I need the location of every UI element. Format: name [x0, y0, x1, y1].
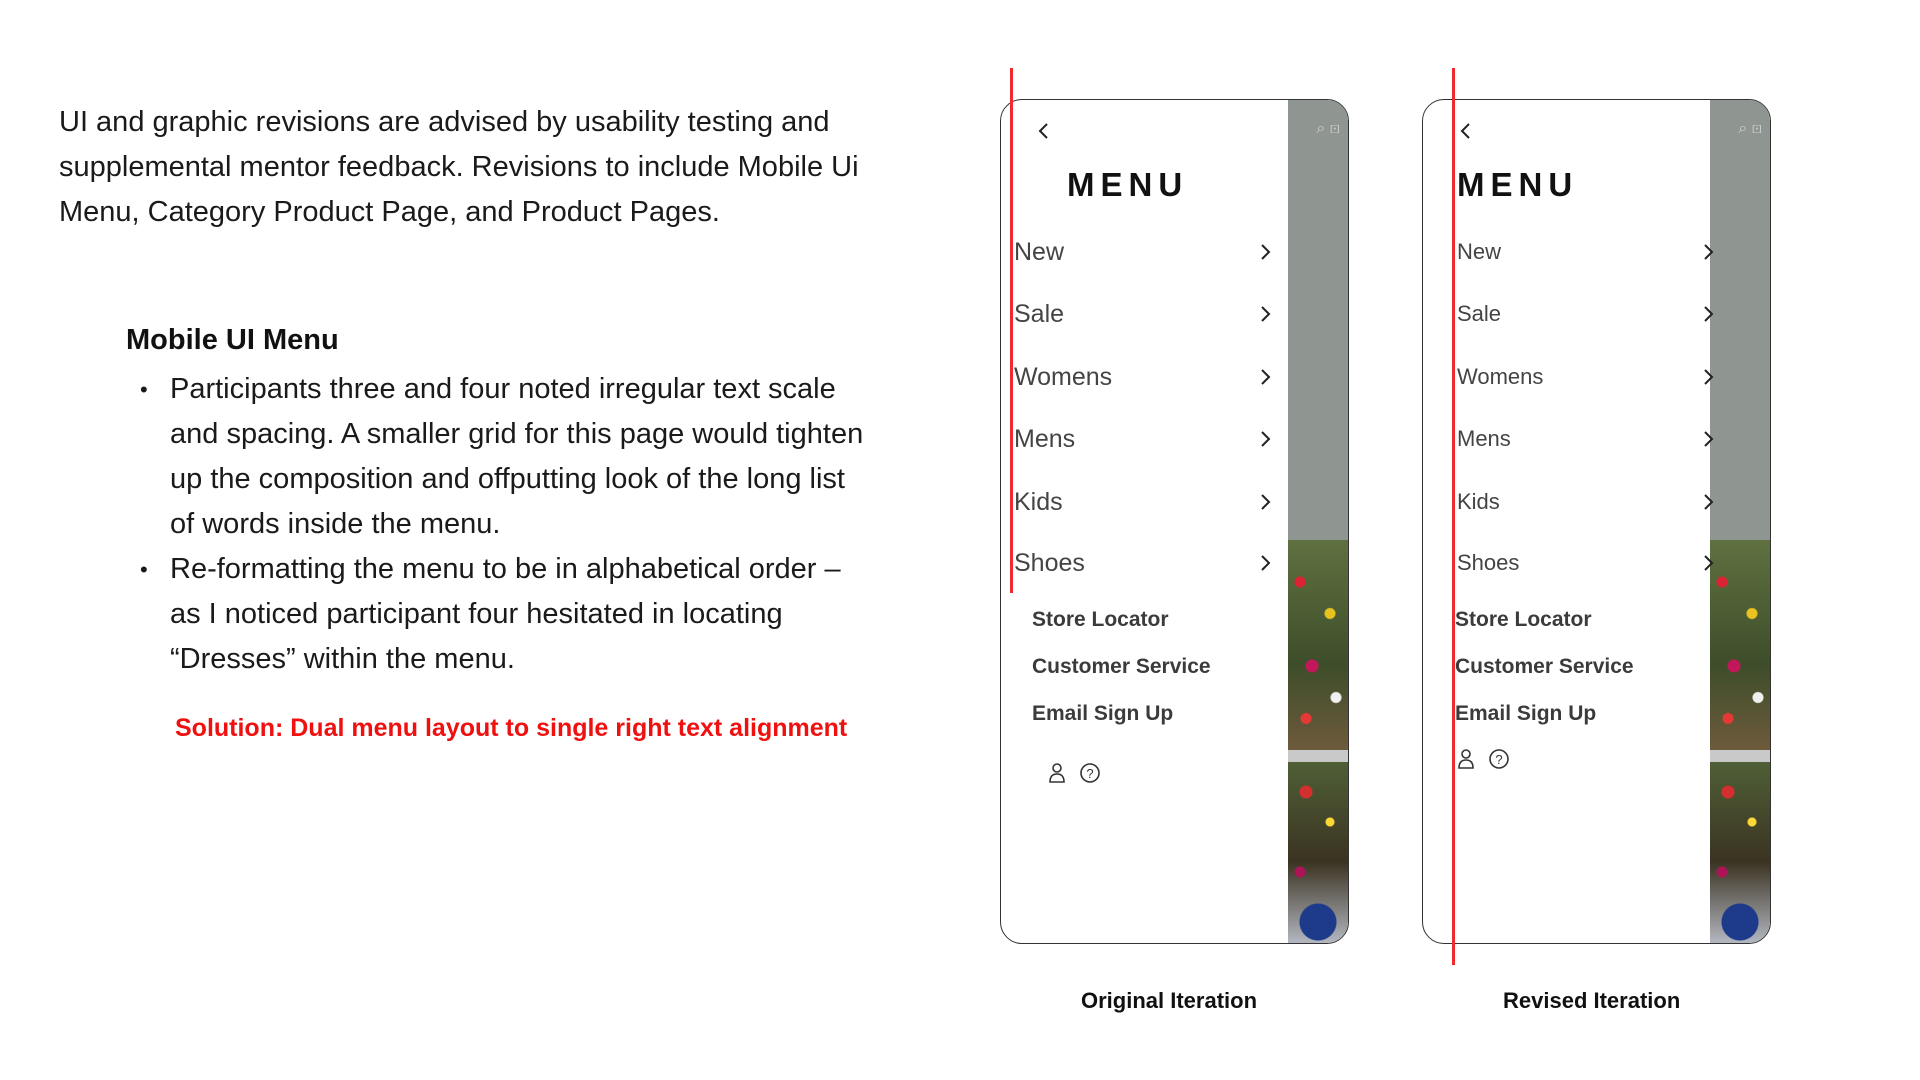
chevron-right-icon — [1699, 243, 1717, 261]
email-signup-link[interactable]: Email Sign Up — [1032, 702, 1174, 725]
bullet-dot-icon: • — [140, 377, 148, 402]
chevron-right-icon — [1256, 305, 1274, 323]
help-icon[interactable] — [1079, 762, 1101, 784]
feedback-list — [126, 367, 866, 682]
chevron-right-icon — [1699, 554, 1717, 572]
menu-item-womens[interactable]: Womens — [1457, 357, 1717, 397]
section-title: Mobile UI Menu — [126, 324, 339, 356]
svg-text:?: ? — [1086, 766, 1094, 781]
store-locator-link[interactable]: Store Locator — [1455, 608, 1592, 631]
customer-service-link[interactable]: Customer Service — [1032, 655, 1211, 678]
menu-item-new[interactable]: New — [1457, 232, 1717, 272]
solution-text: Solution: Dual menu layout to single right text alignment — [175, 714, 848, 742]
menu-item-new[interactable]: New — [1014, 232, 1274, 272]
background-photo — [1288, 100, 1348, 943]
chevron-right-icon — [1699, 430, 1717, 448]
search-bag-icons: ⌕ ⊡ — [1316, 120, 1340, 137]
store-locator-link[interactable]: Store Locator — [1032, 608, 1169, 631]
menu-item-mens[interactable]: Mens — [1457, 419, 1717, 459]
chevron-right-icon — [1699, 368, 1717, 386]
menu-item-sale[interactable]: Sale — [1457, 294, 1717, 334]
menu-title: MENU — [1067, 166, 1189, 203]
account-help-icons — [1047, 762, 1101, 784]
original-caption: Original Iteration — [1081, 988, 1258, 1013]
account-help-icons — [1456, 748, 1510, 770]
chevron-right-icon — [1256, 243, 1274, 261]
customer-service-link[interactable]: Customer Service — [1455, 655, 1634, 678]
original-phone-mockup — [1000, 99, 1349, 944]
email-signup-link[interactable]: Email Sign Up — [1455, 702, 1597, 725]
svg-text:?: ? — [1495, 752, 1503, 767]
bullet-dot-icon: • — [140, 557, 148, 582]
help-icon[interactable] — [1488, 748, 1510, 770]
mobile-ui-menu-section — [126, 318, 866, 682]
chevron-right-icon — [1256, 430, 1274, 448]
menu-item-sale[interactable]: Sale — [1014, 294, 1274, 334]
menu-item-shoes[interactable]: Shoes — [1457, 543, 1717, 583]
chevron-right-icon — [1256, 493, 1274, 511]
menu-item-kids[interactable]: Kids — [1014, 482, 1274, 522]
search-bag-icons: ⌕ ⊡ — [1738, 120, 1762, 137]
feedback-bullet: • Re-formatting the menu to be in alphabetical order – as I noticed participant four hesitated in locating “Dresses” within the menu. — [126, 547, 866, 682]
menu-item-kids[interactable]: Kids — [1457, 482, 1717, 522]
chevron-right-icon — [1256, 368, 1274, 386]
menu-title: MENU — [1457, 166, 1579, 203]
revised-phone-mockup — [1422, 99, 1771, 944]
background-photo — [1710, 100, 1770, 943]
menu-item-mens[interactable]: Mens — [1014, 419, 1274, 459]
chevron-right-icon — [1256, 554, 1274, 572]
back-arrow-icon[interactable] — [1457, 122, 1475, 140]
revised-caption: Revised Iteration — [1503, 988, 1681, 1013]
intro-paragraph: UI and graphic revisions are advised by usability testing and supplemental mentor feedback. Revisions to include Mobile Ui Menu, Category Product Page, and Product Pages. — [59, 106, 859, 228]
original-alignment-guide — [1010, 68, 1013, 593]
revised-alignment-guide — [1452, 68, 1455, 965]
chevron-right-icon — [1699, 305, 1717, 323]
chevron-right-icon — [1699, 493, 1717, 511]
user-icon[interactable] — [1047, 762, 1067, 784]
menu-item-shoes[interactable]: Shoes — [1014, 543, 1274, 583]
menu-item-womens[interactable]: Womens — [1014, 357, 1274, 397]
user-icon[interactable] — [1456, 748, 1476, 770]
back-arrow-icon[interactable] — [1035, 122, 1053, 140]
feedback-bullet: • Participants three and four noted irregular text scale and spacing. A smaller grid for this page would tighten up the composition and offputting look of the long list of words inside the menu. — [126, 367, 866, 547]
